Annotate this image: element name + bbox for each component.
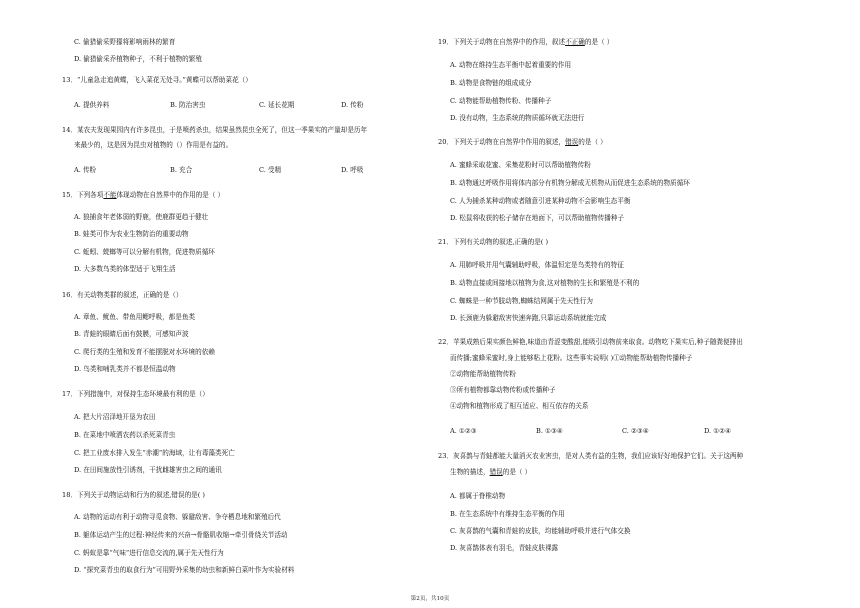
q22-option-d: D. ①②④: [704, 427, 731, 435]
question-20-stem: 20．下列关于动物在自然界中作用的叙述，错误的是（ ）: [438, 138, 607, 146]
q13-option-d: D. 传粉: [341, 101, 364, 109]
q13-option-c: C. 延长花期: [259, 101, 295, 109]
page-footer: 第2页，共10页: [410, 596, 450, 602]
q15-option-c: C. 蚯蚓、蜣螂等可以分解有机物，促进物质循环: [74, 248, 215, 256]
q16-option-b: B. 青蛙的眼睛后面有鼓膜，可感知声波: [74, 330, 189, 338]
q20-option-b: B. 动物通过呼吸作用将体内部分有机物分解成无机物从而促进生态系统的物质循环: [450, 179, 690, 187]
question-23-stem-line1: 23．灰喜鹊与青蛙都能大量消灭农业害虫，是对人类有益的生物，我们应该好好地保护它们。关于这两种: [438, 452, 744, 460]
q23-option-b: B. 在生态系统中有维持生态平衡的作用: [450, 510, 565, 518]
question-23-stem-line2: 生物的描述，错误的是（ ）: [450, 468, 532, 476]
option-d: D. 偷猎偷采乔植物种子，不利于植物的繁殖: [74, 55, 202, 63]
question-15-stem: 15．下列各项不能体现动物在自然界中的作用的是（ ）: [62, 191, 225, 199]
q18-option-c: C. 蚂蚁是靠“气味”进行信息交流的,属于先天性行为: [74, 549, 224, 557]
question-19-stem: 19．下列关于动物在自然界中的作用，叙述不正确的是（ ）: [438, 38, 614, 46]
q17-option-b: B. 在菜地中喷洒农药以杀死菜青虫: [74, 431, 176, 439]
q20-option-c: C. 人为捕杀某种动物或者随意引进某种动物不会影响生态平衡: [450, 197, 631, 205]
question-17-stem: 17．下列措施中，对保持生态环境最有利的是（）: [62, 390, 209, 398]
q22-statement-2: ②动物能帮助植物传粉: [450, 370, 516, 378]
q15-option-d: D. 大多数鸟类的体型适于飞翔生活: [74, 265, 176, 273]
question-13-stem: 13．“儿童急走追黄蝶，飞入菜花无处寻。”黄蝶可以帮助菜花（）: [62, 76, 252, 84]
q17-option-c: C. 把工业废水排入发生“赤潮”的海域，让有毒藻类死亡: [74, 449, 235, 457]
q22-option-b: B. ①③④: [536, 427, 563, 435]
question-18-stem: 18．下列关于动物运动和行为的叙述,错误的是( ): [62, 491, 206, 499]
q19-option-b: B. 动物是食物链的组成成分: [450, 79, 532, 87]
q18-option-b: B. 躯体运动产生的过程:神经传来的兴奋→骨骼肌收缩→牵引骨绕关节活动: [74, 531, 288, 539]
question-14-stem-line1: 14．某农夫发现果园内有许多昆虫，于是喷药杀虫，结果虽然昆虫全死了，但这一季果实的产量却是历年: [62, 126, 368, 134]
q16-option-a: A. 章鱼、鱿鱼、带鱼用鳃呼吸，都是鱼类: [74, 313, 196, 321]
q22-option-c: C. ②③④: [622, 427, 649, 435]
option-c: C. 偷猎偷采野獴将影响雨林的繁育: [74, 38, 176, 46]
q14-option-b: B. 充合: [170, 166, 193, 174]
q19-option-d: D. 没有动物，生态系统的物质循环就无法进行: [450, 114, 585, 122]
q20-option-d: D. 松鼠将收获的松子储存在地面下，可以帮助植物传播种子: [450, 214, 625, 222]
q19-option-a: A. 动物在维持生态平衡中起着重要的作用: [450, 61, 572, 69]
q18-option-a: A. 动物的运动有利于动物寻觅食物、躲避敌害、争夺栖息地和繁殖后代: [74, 513, 281, 521]
q14-option-d: D. 呼吸: [341, 166, 364, 174]
q22-statement-3: ③所有植物都靠动物传粉或传播种子: [450, 386, 556, 394]
q23-option-c: C. 灰喜鹊的气囊和青蛙的皮肤，均能辅助呼吸并进行气体交换: [450, 527, 631, 535]
q17-option-d: D. 在田间施放性引诱剂，干扰雌雄害虫之间的通讯: [74, 466, 222, 474]
question-21-stem: 21．下列有关动物的叙述,正确的是( ): [438, 238, 549, 246]
q13-option-b: B. 防治害虫: [170, 101, 206, 109]
q20-option-a: A. 蜜蜂采取花蜜、采集花粉时可以帮助植物传粉: [450, 161, 591, 169]
q19-option-c: C. 动物能帮助植物传粉、传播种子: [450, 97, 552, 105]
q17-option-a: A. 把大片沼泽地开垦为农田: [74, 413, 156, 421]
q14-option-c: C. 受精: [259, 166, 282, 174]
q22-statement-4: ④动物和植物形成了相互适应、相互依存的关系: [450, 402, 589, 410]
q23-option-a: A. 都属于脊椎动物: [450, 492, 506, 500]
question-14-stem-line2: 来最少的，这是因为昆虫对植物的（）作用是有益的。: [74, 141, 233, 149]
q21-option-b: B. 动物直接或间接地以植物为食,这对植物的生长和繁殖是不利的: [450, 279, 640, 287]
q16-option-d: D. 鸟类和哺乳类并不都是恒温动物: [74, 365, 176, 373]
q21-option-a: A. 用肺呼吸并用气囊辅助呼吸，体温恒定是鸟类特有的特征: [450, 261, 624, 269]
q13-option-a: A. 提供养料: [74, 101, 110, 109]
q23-option-d: D. 灰喜鹊体表有羽毛，青蛙皮肤裸露: [450, 544, 559, 552]
q18-option-d: D. “探究菜青虫的取食行为”可用野外采集的幼虫和新鲜白菜叶作为实验材料: [74, 566, 295, 574]
q15-option-a: A. 狼捕食年老体弱的野鹿，使鹿群更趋于健壮: [74, 213, 209, 221]
q16-option-c: C. 爬行类的生殖和发育不能摆脱对水环境的依赖: [74, 348, 215, 356]
question-16-stem: 16．有关动物类群的叙述，正确的是（）: [62, 291, 183, 299]
q15-option-b: B. 蛙类可作为农业生物防治的重要动物: [74, 230, 189, 238]
q21-option-c: C. 蜘蛛是一种节肢动物,蜘蛛结网属于先天性行为: [450, 297, 593, 305]
q21-option-d: D. 长颈鹿为躲避敌害快速奔跑,只靠运动系统就能完成: [450, 314, 607, 322]
q14-option-a: A. 传粉: [74, 166, 97, 174]
question-22-stem-line2: 而传播;蜜蜂采蜜时,身上能够粘上花粉。这些事实说明( )①动物能帮助植物传播种子: [450, 354, 693, 362]
question-22-stem-line1: 22．苹果成熟后果实颜色鲜艳,味道由青涩变酸甜,能吸引动物前来取食。动物吃下果实后,种子随粪便排出: [438, 338, 743, 346]
q22-option-a: A. ①②③: [450, 427, 477, 435]
